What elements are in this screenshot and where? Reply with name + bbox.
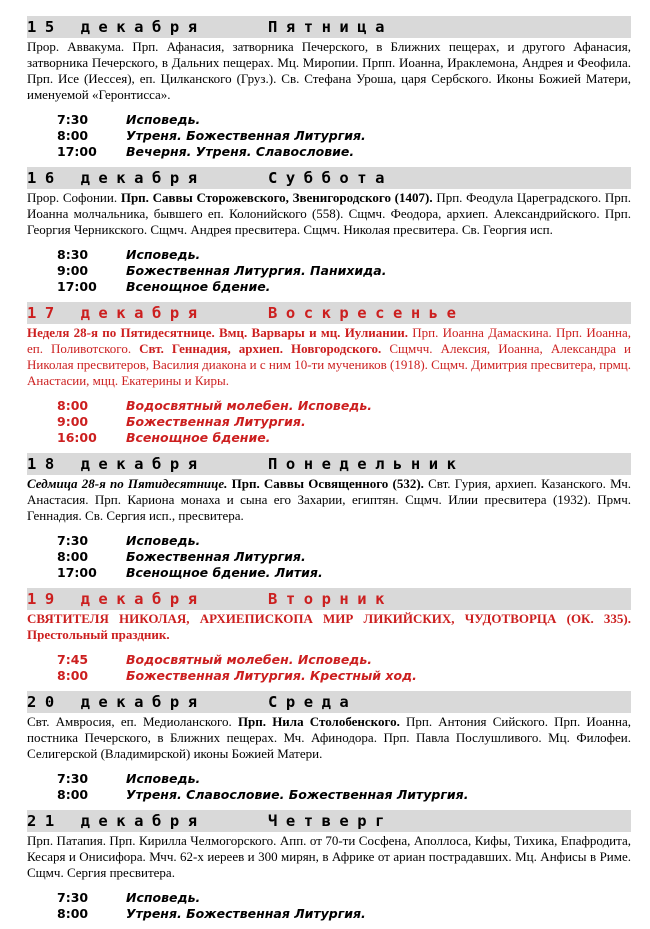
- service-row: [27, 652, 631, 668]
- service-name: Утреня. Божественная Литургия.: [126, 906, 366, 921]
- service-name: Божественная Литургия.: [126, 549, 306, 564]
- service-name: Утреня. Божественная Литургия.: [126, 128, 366, 143]
- schedule-page: [27, 16, 631, 929]
- day-date: 19 декабря: [27, 590, 206, 608]
- service-time: 8:00: [57, 668, 89, 683]
- day-header: [27, 588, 631, 610]
- day-header: [27, 302, 631, 324]
- day-date: 16 декабря: [27, 169, 206, 187]
- saints-segment: Прор. Аввакума. Прп. Афанасия, затворника Печерского, в Ближних пещерах, и другого Афанасия, затворника Печерского, в Дальних пещерах. Мц. Миропии. Прпп. Иоанна, Ираклемона, Андрея и Феофила. Прп. Исе (Иессея), еп. Цилканского (Груз.). Св. Стефана Уроша, царя Сербского. Иконы Божией Матери, именуемой «Геронтисса».: [27, 39, 631, 102]
- saints-text: [27, 476, 631, 524]
- day-block: [27, 302, 631, 446]
- saints-segment: Прор. Софонии.: [27, 190, 121, 205]
- saints-text: [27, 325, 631, 389]
- saints-text: [27, 833, 631, 881]
- saints-segment: Седмица 28-я по Пятидесятнице.: [27, 476, 228, 491]
- saints-segment: Сщмчч. Алексия, Иоанна, Александра и Николая пресвитеров, Василия диакона и с ним 10-ти мучеников (1918). Сщмч. Димитрия пресвитера, прмц. Анастасии, мцц. Екатерины и Киры.: [27, 341, 632, 388]
- service-row: [27, 112, 631, 128]
- day-weekday: Среда: [268, 693, 358, 711]
- saints-segment: Прп. Саввы Освященного (532).: [231, 476, 424, 491]
- day-block: [27, 691, 631, 803]
- service-time: 8:30: [57, 247, 89, 262]
- service-time: 8:00: [57, 906, 89, 921]
- day-date: 17 декабря: [27, 304, 206, 322]
- day-header: [27, 691, 631, 713]
- service-row: [27, 771, 631, 787]
- day-date: 18 декабря: [27, 455, 206, 473]
- day-header: [27, 167, 631, 189]
- day-block: [27, 453, 631, 581]
- day-date: 20 декабря: [27, 693, 206, 711]
- service-time: 8:00: [57, 128, 89, 143]
- service-time: 7:30: [57, 890, 89, 905]
- services-list: [27, 112, 631, 160]
- day-block: [27, 588, 631, 684]
- service-name: Водосвятный молебен. Исповедь.: [126, 652, 373, 667]
- service-row: [27, 890, 631, 906]
- saints-text: [27, 190, 631, 238]
- services-list: [27, 771, 631, 803]
- service-name: Исповедь.: [126, 771, 201, 786]
- services-list: [27, 398, 631, 446]
- saints-text: [27, 714, 631, 762]
- service-row: [27, 263, 631, 279]
- service-name: Всенощное бдение. Лития.: [126, 565, 323, 580]
- day-weekday: Суббота: [268, 169, 393, 187]
- day-weekday: Вторник: [268, 590, 393, 608]
- service-time: 8:00: [57, 787, 89, 802]
- service-time: 7:30: [57, 112, 89, 127]
- service-name: Вечерня. Утреня. Славословие.: [126, 144, 355, 159]
- saints-segment: Прп. Феодула Цареградского. Прп. Иоанна молчальника, бывшего еп. Колонийского (558). Сщмч. Феодора, архиеп. Александрийского. Прп. Георгия Черникского. Сщмч. Андрея пресвитера. Сщмч. Николая пресвитера. Св. Георгия исп.: [27, 190, 631, 237]
- service-time: 9:00: [57, 263, 89, 278]
- service-row: [27, 533, 631, 549]
- service-row: [27, 787, 631, 803]
- service-row: [27, 549, 631, 565]
- day-date: 21 декабря: [27, 812, 206, 830]
- service-row: [27, 414, 631, 430]
- service-time: 7:30: [57, 533, 89, 548]
- service-name: Божественная Литургия. Панихида.: [126, 263, 387, 278]
- service-name: Исповедь.: [126, 890, 201, 905]
- saints-segment: Неделя 28-я по Пятидесятнице. Вмц. Варвары и мц. Иулиании.: [27, 325, 408, 340]
- service-row: [27, 144, 631, 160]
- service-time: 8:00: [57, 549, 89, 564]
- service-time: 8:00: [57, 398, 89, 413]
- service-time: 7:45: [57, 652, 89, 667]
- day-weekday: Понедельник: [268, 455, 465, 473]
- day-block: [27, 810, 631, 922]
- day-weekday: Четверг: [268, 812, 393, 830]
- saints-segment: Свт. Геннадия, архиеп. Новгородского.: [139, 341, 382, 356]
- service-time: 17:00: [57, 565, 97, 580]
- day-header: [27, 16, 631, 38]
- saints-text: [27, 611, 631, 643]
- saints-segment: Прп. Нила Столобенского.: [237, 714, 400, 729]
- day-weekday: Пятница: [268, 18, 393, 36]
- day-block: [27, 167, 631, 295]
- saints-segment: Прп. Иоанна Дамаскина. Прп. Иоанна, еп. Поливотского.: [27, 325, 631, 356]
- saints-text: [27, 39, 631, 103]
- service-name: Божественная Литургия. Крестный ход.: [126, 668, 417, 683]
- services-list: [27, 890, 631, 922]
- service-name: Всенощное бдение.: [126, 430, 271, 445]
- saints-segment: Свт. Амвросия, еп. Медиоланского.: [27, 714, 238, 729]
- saints-segment: Прп. Антония Сийского. Прп. Иоанна, постника Печерского, в Ближних пещерах. Мч. Афинодора. Прп. Павла Послушливого. Мц. Филофеи. Селигерской (Владимирской) иконы Божией Матери.: [27, 714, 631, 761]
- service-name: Водосвятный молебен. Исповедь.: [126, 398, 373, 413]
- service-name: Исповедь.: [126, 533, 201, 548]
- saints-segment: Прп. Патапия. Прп. Кирилла Челмогорского. Апп. от 70-ти Сосфена, Аполлоса, Кифы, Тихика, Епафродита, Кесаря и Онисифора. Мчч. 62-х иереев и 300 мирян, в Африке от ариан пострадавших. Мц. Анфисы в Риме. Сщмч. Сергия пресвитера.: [27, 833, 631, 880]
- service-time: 17:00: [57, 279, 97, 294]
- service-row: [27, 906, 631, 922]
- services-list: [27, 247, 631, 295]
- service-row: [27, 668, 631, 684]
- service-name: Всенощное бдение.: [126, 279, 271, 294]
- service-time: 7:30: [57, 771, 89, 786]
- saints-segment: Свт. Гурия, архиеп. Казанского. Мч. Анастасия. Прп. Кариона монаха и сына его Захарии, египтян. Сщмч. Илии пресвитера (1932). Прмч. Геннадия. Св. Сергия исп., пресвитера.: [27, 476, 631, 523]
- service-row: [27, 128, 631, 144]
- service-name: Исповедь.: [126, 112, 201, 127]
- service-time: 16:00: [57, 430, 97, 445]
- services-list: [27, 652, 631, 684]
- service-row: [27, 430, 631, 446]
- service-row: [27, 279, 631, 295]
- service-name: Исповедь.: [126, 247, 201, 262]
- service-time: 17:00: [57, 144, 97, 159]
- services-list: [27, 533, 631, 581]
- day-weekday: Воскресенье: [268, 304, 465, 322]
- service-row: [27, 247, 631, 263]
- day-header: [27, 453, 631, 475]
- service-name: Утреня. Славословие. Божественная Литургия.: [126, 787, 469, 802]
- day-header: [27, 810, 631, 832]
- day-block: [27, 16, 631, 160]
- service-row: [27, 565, 631, 581]
- service-row: [27, 398, 631, 414]
- service-time: 9:00: [57, 414, 89, 429]
- saints-segment: Прп. Саввы Сторожевского, Звенигородского (1407).: [120, 190, 433, 205]
- day-date: 15 декабря: [27, 18, 206, 36]
- saints-segment: СВЯТИТЕЛЯ НИКОЛАЯ, АРХИЕПИСКОПА МИР ЛИКИЙСКИХ, ЧУДОТВОРЦА (ОК. 335). Престольный праздник.: [27, 611, 631, 642]
- service-name: Божественная Литургия.: [126, 414, 306, 429]
